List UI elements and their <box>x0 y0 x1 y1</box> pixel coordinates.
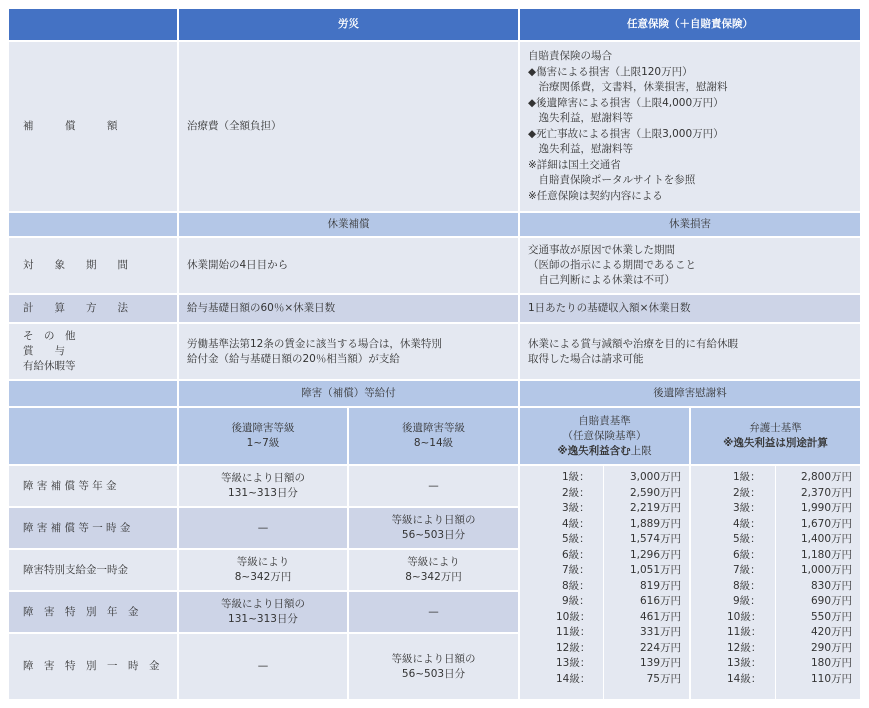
amount: 616万円 <box>639 595 681 607</box>
bengo-title: 弁護士基準 <box>749 422 802 434</box>
bengo-row <box>691 672 860 688</box>
amount: 461万円 <box>639 610 681 623</box>
benefit-tokubetsu-shikyu-g2: 等級により 8~342万円 <box>349 550 518 590</box>
jibai-row <box>520 470 689 486</box>
grade: 2級： <box>562 486 590 499</box>
grade: 8級： <box>562 579 590 592</box>
benefit-label-nenkin: 障 害 補 償 等 年 金 <box>9 466 177 506</box>
grade: 9級： <box>733 595 761 607</box>
benefit-nenkin-g2: — <box>349 466 518 506</box>
jibai-row <box>520 532 689 548</box>
jibai-row <box>520 625 689 641</box>
benefit-tokubetsu-nenkin-g2: — <box>349 592 518 632</box>
jibai-row <box>520 517 689 533</box>
jibai-amount-list <box>520 470 689 687</box>
colhead-blank <box>9 408 177 464</box>
bengo-row <box>691 625 860 641</box>
sonota-nini: 休業による賞与減額や治療を目的に有給休暇 取得した場合は請求可能 <box>520 324 860 379</box>
amount: 331万円 <box>639 626 681 638</box>
amount: 110万円 <box>810 672 852 685</box>
jibai-row <box>520 672 689 688</box>
amount: 1,670万円 <box>800 517 852 530</box>
subheader-shogai: 障害（補償）等給付 <box>179 381 518 406</box>
grade: 4級： <box>562 517 590 530</box>
amount: 1,180万円 <box>800 548 852 561</box>
sonota-label-line3: 有給休暇等 <box>23 360 76 372</box>
subheader-blank-1 <box>9 213 177 236</box>
subheader-kyugyo-songai: 休業損害 <box>520 213 860 236</box>
amount: 290万円 <box>810 641 852 654</box>
row-label-sonota <box>9 324 177 379</box>
jibai-note <box>557 444 651 459</box>
grade: 1級： <box>562 471 590 483</box>
grade: 3級： <box>562 502 590 514</box>
colhead-jibai <box>520 408 689 464</box>
bengo-row <box>691 517 860 533</box>
grade: 10級： <box>727 610 762 623</box>
bengo-row <box>691 470 860 486</box>
amount: 1,000万円 <box>800 564 852 576</box>
grade: 8級： <box>733 579 761 592</box>
bengo-note-bold: ※逸失利益は別途計算 <box>723 437 828 449</box>
amount: 690万円 <box>810 595 852 607</box>
amount: 180万円 <box>810 657 852 669</box>
benefit-label-tokubetsu-ichijikin: 障 害 特 別 一 時 金 <box>9 634 177 699</box>
amount: 1,296万円 <box>629 548 681 561</box>
benefit-label-ichijikin: 障 害 補 償 等 一 時 金 <box>9 508 177 548</box>
colhead-grade-8-14: 後遺障害等級 8~14級 <box>349 408 518 464</box>
amount: 1,574万円 <box>629 533 681 545</box>
jibai-row <box>520 486 689 502</box>
benefit-tokubetsu-shikyu-g1: 等級により 8~342万円 <box>179 550 347 590</box>
jibai-title: 自賠責基準 （任意保険基準） <box>562 414 647 442</box>
grade: 5級： <box>733 533 761 545</box>
benefit-tokubetsu-ichijikin-g1: — <box>179 634 347 699</box>
header-nini: 任意保険（＋自賠責保険） <box>520 9 860 40</box>
grade: 3級： <box>733 502 761 514</box>
grade: 10級： <box>556 610 591 623</box>
keisan-nini: 1日あたりの基礎収入額×休業日数 <box>520 295 860 322</box>
amount: 2,219万円 <box>629 502 681 514</box>
grade: 11級： <box>727 626 762 638</box>
subheader-blank-2 <box>9 381 177 406</box>
amount: 2,370万円 <box>800 486 852 499</box>
benefit-ichijikin-g1: — <box>179 508 347 548</box>
grade: 6級： <box>733 548 761 561</box>
benefit-label-tokubetsu-nenkin: 障 害 特 別 年 金 <box>9 592 177 632</box>
bengo-row <box>691 563 860 579</box>
bengo-amount-list <box>691 470 860 687</box>
amount: 819万円 <box>639 579 681 592</box>
bengo-row <box>691 486 860 502</box>
jibai-row <box>520 548 689 564</box>
keisan-rousai: 給与基礎日額の60％×休業日数 <box>179 295 518 322</box>
jibai-note-bold: ※逸失利益含む <box>557 444 631 457</box>
grade: 1級： <box>733 471 761 483</box>
amount: 830万円 <box>810 579 852 592</box>
amount: 139万円 <box>639 657 681 669</box>
benefit-tokubetsu-ichijikin-g2: 等級により日額の 56~503日分 <box>349 634 518 699</box>
colhead-bengo <box>691 408 860 464</box>
jibai-row <box>520 563 689 579</box>
header-rousai: 労災 <box>179 9 518 40</box>
jibai-row <box>520 610 689 626</box>
taisho-nini: 交通事故が原因で休業した期間 （医師の指示による期間であること 自己判断による休業は不可） <box>520 238 860 293</box>
amount: 1,889万円 <box>629 517 681 530</box>
row-label-keisan: 計 算 方 法 <box>9 295 177 322</box>
grade: 14級： <box>556 672 591 685</box>
grade: 12級： <box>727 641 762 654</box>
row-label-hoshou: 補 償 額 <box>9 42 177 211</box>
benefit-label-tokubetsu-shikyu: 障害特別支給金一時金 <box>9 550 177 590</box>
bengo-row <box>691 548 860 564</box>
bengo-row <box>691 641 860 657</box>
subheader-isharyo: 後遺障害慰謝料 <box>520 381 860 406</box>
jibai-row <box>520 579 689 595</box>
amount: 224万円 <box>639 641 681 654</box>
sonota-rousai: 労働基準法第12条の賃金に該当する場合は，休業特別 給付金（給与基礎日額の20％相当額）が支給 <box>179 324 518 379</box>
amount: 1,990万円 <box>800 502 852 514</box>
amount: 3,000万円 <box>629 471 681 483</box>
grade: 11級： <box>556 626 591 638</box>
grade: 2級： <box>733 486 761 499</box>
grade: 7級： <box>562 564 590 576</box>
amount: 2,800万円 <box>800 471 852 483</box>
jibai-row <box>520 594 689 610</box>
grade: 5級： <box>562 533 590 545</box>
jibai-row <box>520 641 689 657</box>
grade: 14級： <box>727 672 762 685</box>
hoshou-rousai: 治療費（全額負担） <box>179 42 518 211</box>
jibai-row <box>520 501 689 517</box>
row-label-taisho: 対 象 期 間 <box>9 238 177 293</box>
jibai-row <box>520 656 689 672</box>
grade: 4級： <box>733 517 761 530</box>
amount: 75万円 <box>646 672 681 685</box>
grade: 9級： <box>562 595 590 607</box>
grade: 13級： <box>556 657 591 669</box>
sonota-label-line1: そ の 他 <box>23 330 76 342</box>
bengo-note <box>723 436 828 451</box>
sonota-label-line2: 賞 与 <box>23 345 65 357</box>
subheader-kyugyo-hosho: 休業補償 <box>179 213 518 236</box>
grade: 13級： <box>727 657 762 669</box>
bengo-row <box>691 501 860 517</box>
bengo-row <box>691 594 860 610</box>
colhead-grade-1-7: 後遺障害等級 1~7級 <box>179 408 347 464</box>
hoshou-nini: 自賠責保険の場合 ◆傷害による損害（上限120万円） 治療関係費，文書料，休業損害，慰謝料 ◆後遺障害による損害（上限4,000万円） 逸失利益，慰謝料等 ◆死亡事故による損害（上限3,000万円） 逸失利益，慰謝料等 ※詳細は国土交通省 自賠責保険ポータルサイトを参照 ※任意保険は契約内容による <box>520 42 860 211</box>
grade: 12級： <box>556 641 591 654</box>
benefit-tokubetsu-nenkin-g1: 等級により日額の 131~313日分 <box>179 592 347 632</box>
taisho-rousai: 休業開始の4日目から <box>179 238 518 293</box>
amount: 420万円 <box>810 626 852 638</box>
header-blank <box>9 9 177 40</box>
amount: 1,051万円 <box>629 564 681 576</box>
benefit-nenkin-g1: 等級により日額の 131~313日分 <box>179 466 347 506</box>
amount: 2,590万円 <box>629 486 681 499</box>
amount: 1,400万円 <box>800 533 852 545</box>
jibai-note-tail: 上限 <box>630 444 652 457</box>
bengo-row <box>691 610 860 626</box>
grade: 7級： <box>733 564 761 576</box>
amount: 550万円 <box>810 610 852 623</box>
bengo-row <box>691 656 860 672</box>
bengo-row <box>691 579 860 595</box>
grade: 6級： <box>562 548 590 561</box>
bengo-row <box>691 532 860 548</box>
benefit-ichijikin-g2: 等級により日額の 56~503日分 <box>349 508 518 548</box>
